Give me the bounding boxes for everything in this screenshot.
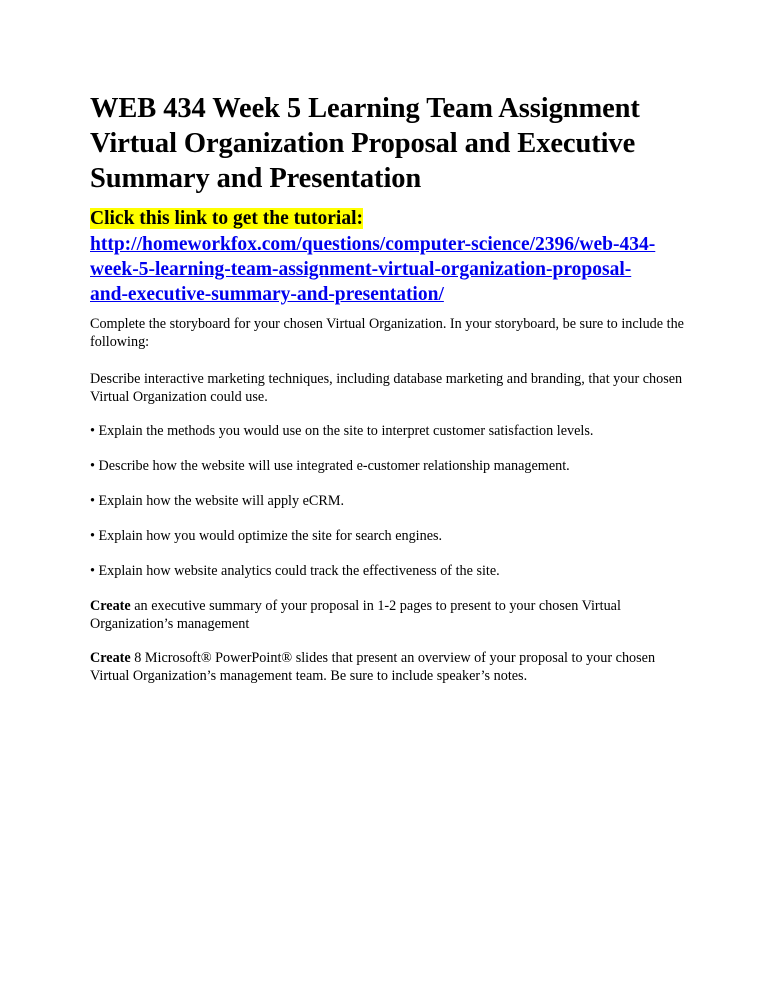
- bullet-item: • Describe how the website will use integrated e-customer relationship management.: [90, 458, 570, 474]
- bullet-item: • Explain how website analytics could track the effectiveness of the site.: [90, 563, 500, 579]
- bullet-item: • Explain how you would optimize the site for search engines.: [90, 528, 443, 544]
- describe-paragraph: Describe interactive marketing techniques, including database marketing and branding, that your chosen Virtual Organization could use.: [90, 371, 683, 405]
- link-intro: Click this link to get the tutorial:: [90, 208, 363, 229]
- link-line[interactable]: week-5-learning-team-assignment-virtual-organization-proposal-: [90, 259, 632, 280]
- create-slides-paragraph: Create 8 Microsoft® PowerPoint® slides that present an overview of your proposal to your chosen Virtual Organization’s management team. Be sure to include speaker’s notes.: [90, 650, 656, 684]
- document-title: [90, 91, 690, 196]
- intro-paragraph: Complete the storyboard for your chosen Virtual Organization. In your storyboard, be sure to include the following:: [90, 316, 684, 350]
- bullet-item: • Explain how the website will apply eCRM.: [90, 493, 345, 509]
- tutorial-link[interactable]: [90, 232, 710, 307]
- link-line[interactable]: http://homeworkfox.com/questions/computer-science/2396/web-434-: [90, 234, 656, 255]
- bullet-item: • Explain the methods you would use on the site to interpret customer satisfaction levels.: [90, 423, 594, 439]
- create-summary-paragraph: Create an executive summary of your proposal in 1-2 pages to present to your chosen Virtual Organization’s management: [90, 598, 621, 632]
- title-line: WEB 434 Week 5 Learning Team Assignment: [90, 93, 640, 124]
- title-line: Virtual Organization Proposal and Executive: [90, 128, 636, 159]
- link-line[interactable]: and-executive-summary-and-presentation/: [90, 284, 444, 305]
- title-line: Summary and Presentation: [90, 163, 422, 194]
